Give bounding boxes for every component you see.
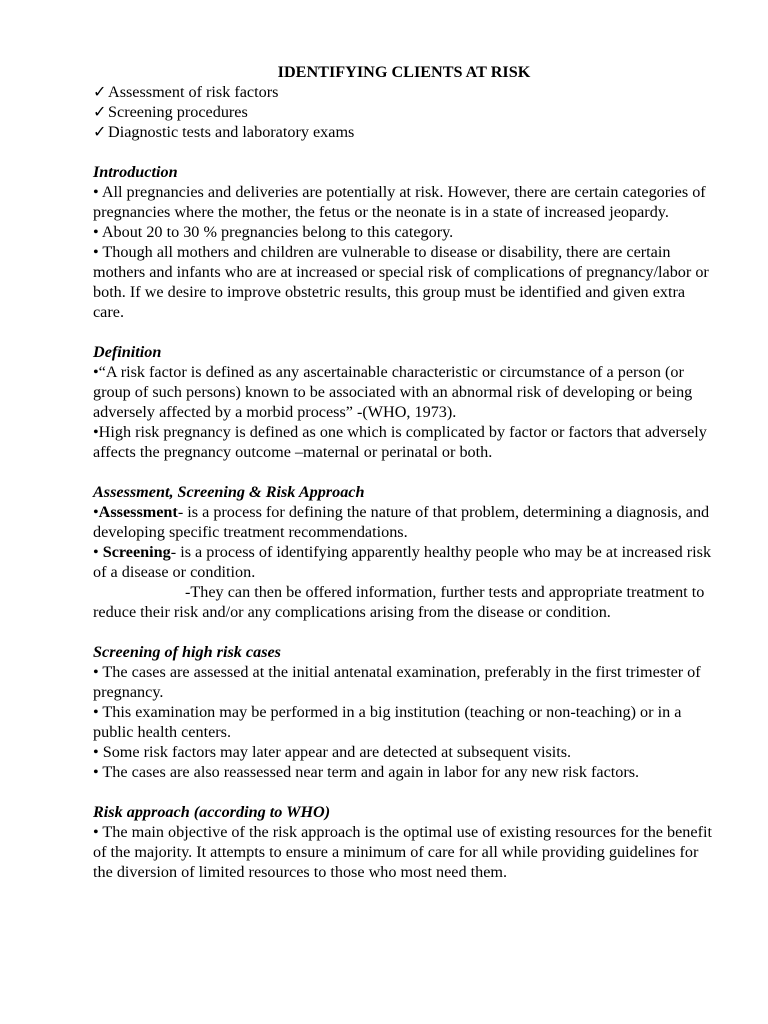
checklist-item [93, 102, 713, 122]
section-heading: Introduction [93, 163, 178, 181]
paragraph-screening [93, 542, 713, 582]
paragraph-screening-followup [93, 582, 713, 622]
section-introduction [93, 162, 713, 322]
bullet: • [93, 543, 103, 561]
section-assessment [93, 482, 713, 622]
document-page [93, 62, 713, 882]
checklist-item-text: Diagnostic tests and laboratory exams [108, 123, 355, 141]
check-icon: ✓ [93, 103, 107, 121]
paragraph: • Though all mothers and children are vulnerable to disease or disability, there are certain mothers and infants who are at increased or special risk of complications of pregnancy/labor or both. If we desire to improve obstetric results, this group must be identified and given extra care. [93, 243, 709, 321]
paragraph: • The cases are also reassessed near term and again in labor for any new risk factors. [93, 763, 640, 781]
paragraph: • This examination may be performed in a big institution (teaching or non-teaching) or in a public health centers. [93, 703, 682, 741]
bullet: • [93, 503, 99, 521]
section-heading: Screening of high risk cases [93, 643, 281, 661]
paragraph: • The main objective of the risk approach is the optimal use of existing resources for the benefit of the majority. It attempts to ensure a minimum of care for all while providing guidelines for the diversion of limited resources to those who most need them. [93, 823, 712, 881]
paragraph: • All pregnancies and deliveries are potentially at risk. However, there are certain categories of pregnancies where the mother, the fetus or the neonate is in a state of increased jeopardy. [93, 183, 706, 221]
section-screening-high-risk [93, 642, 713, 782]
check-icon: ✓ [93, 123, 107, 141]
document-title: IDENTIFYING CLIENTS AT RISK [277, 63, 531, 81]
section-heading: Definition [93, 343, 162, 361]
checklist-item-text: Screening procedures [108, 103, 248, 121]
section-definition [93, 342, 713, 462]
section-heading: Assessment, Screening & Risk Approach [93, 483, 365, 501]
paragraph: •High risk pregnancy is defined as one which is complicated by factor or factors that adversely affects the pregnancy outcome –maternal or perinatal or both. [93, 423, 707, 461]
checklist-item-text: Assessment of risk factors [108, 83, 279, 101]
section-heading: Risk approach (according to WHO) [93, 803, 331, 821]
term-screening: Screening [102, 543, 171, 561]
section-risk-approach [93, 802, 713, 882]
followup-text: -They can then be offered information, further tests and appropriate treatment to reduce their risk and/or any complications arising from the disease or condition. [93, 583, 705, 621]
checklist-item [93, 82, 713, 102]
check-icon: ✓ [93, 83, 107, 101]
paragraph: •“A risk factor is defined as any ascertainable characteristic or circumstance of a person (or group of such persons) known to be associated with an abnormal risk of developing or being adversely affected by a morbid process” -(WHO, 1973). [93, 363, 693, 421]
definition-text: - is a process of identifying apparently healthy people who may be at increased risk of a disease or condition. [93, 543, 712, 581]
term-assessment: Assessment [98, 503, 178, 521]
paragraph: • The cases are assessed at the initial antenatal examination, preferably in the first trimester of pregnancy. [93, 663, 701, 701]
topic-checklist [93, 82, 713, 142]
paragraph: • About 20 to 30 % pregnancies belong to this category. [93, 223, 454, 241]
paragraph-assessment [93, 502, 713, 542]
checklist-item [93, 122, 713, 142]
paragraph: • Some risk factors may later appear and are detected at subsequent visits. [93, 743, 572, 761]
definition-text: - is a process for defining the nature of that problem, determining a diagnosis, and developing specific treatment recommendations. [93, 503, 710, 541]
